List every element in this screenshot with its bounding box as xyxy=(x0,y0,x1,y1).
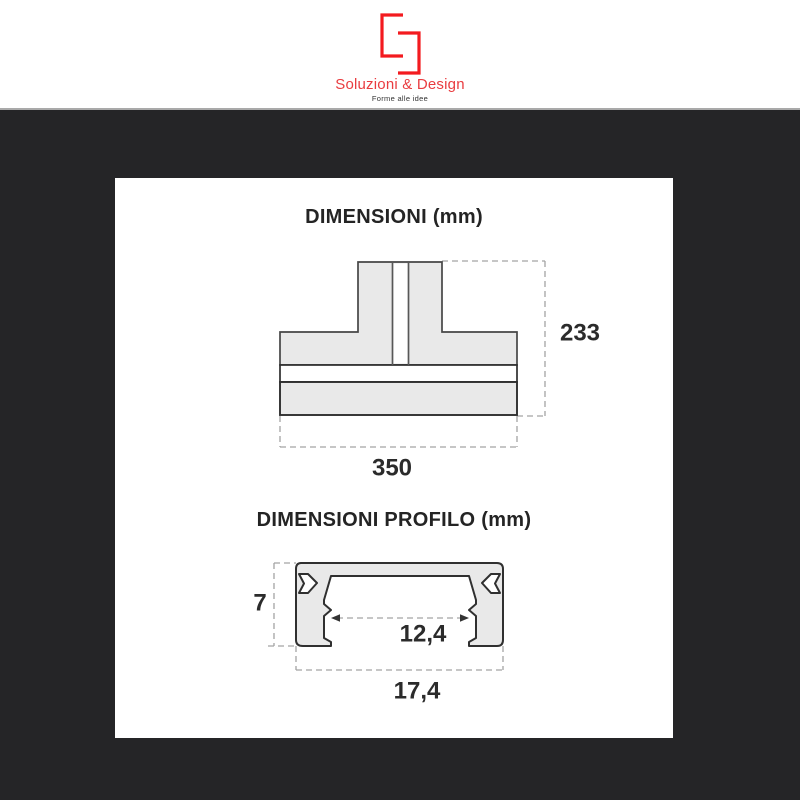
profile-inner-width-label: 12,4 xyxy=(399,620,447,648)
brand-name: Soluzioni & Design xyxy=(335,76,465,93)
stem-slot xyxy=(393,264,408,364)
profile-height-label: 7 xyxy=(253,589,267,617)
dimensions-title: DIMENSIONI (mm) xyxy=(305,206,483,228)
height-dim-label: 233 xyxy=(559,319,601,347)
base-plate xyxy=(280,382,517,415)
profile-outer-width-label: 17,4 xyxy=(393,677,441,705)
interlocked-brackets-icon xyxy=(380,13,421,75)
brand-tagline: Forme alle idee xyxy=(371,94,429,103)
t-section-drawing xyxy=(270,250,625,480)
width-dim-label: 350 xyxy=(371,454,413,480)
profile-title: DIMENSIONI PROFILO (mm) xyxy=(256,509,532,531)
dim-124-arrow-right xyxy=(460,614,469,622)
spec-card xyxy=(115,178,673,738)
profile-section-drawing xyxy=(240,555,620,710)
white-band xyxy=(280,365,517,382)
dim-124-arrow-left xyxy=(331,614,340,622)
header xyxy=(0,0,800,110)
